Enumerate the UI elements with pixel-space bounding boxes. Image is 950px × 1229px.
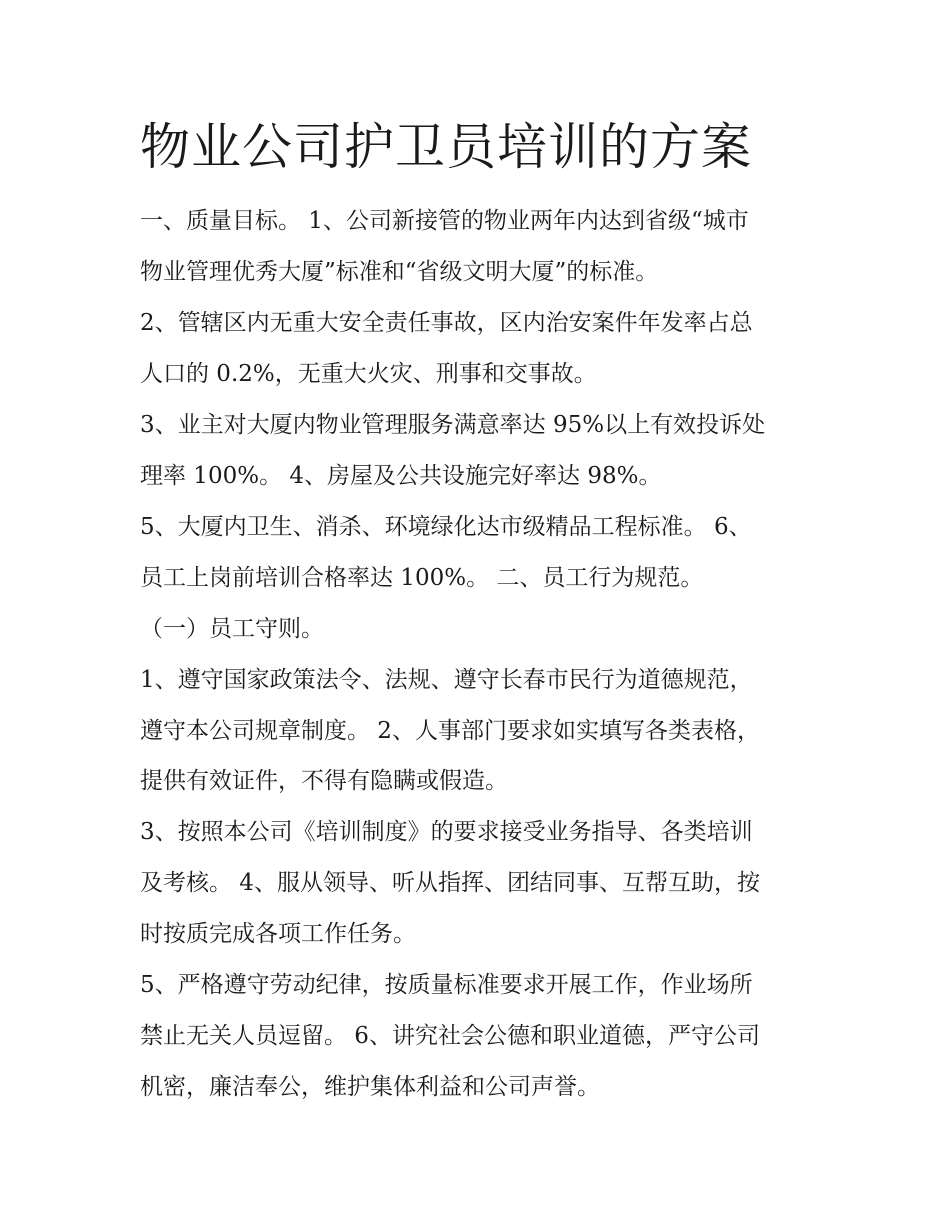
body-line: 人口的 0.2%，无重大火灾、刑事和交事故。 [140,361,597,387]
body-line: 机密，廉洁奉公，维护集体利益和公司声誉。 [140,1074,600,1100]
body-line: 遵守本公司规章制度。 2、人事部门要求如实填写各类表格， [140,718,760,744]
page-title: 物业公司护卫员培训的方案 [140,118,752,176]
body-line: 3、按照本公司《培训制度》的要求接受业务指导、各类培训 [140,819,753,845]
body-line: 2、管辖区内无重大安全责任事故，区内治安案件年发率占总 [140,310,753,336]
body-line: 5、严格遵守劳动纪律，按质量标准要求开展工作，作业场所 [140,972,753,998]
body-line: 一、质量目标。 1、公司新接管的物业两年内达到省级“城市 [140,208,749,234]
body-line: 物业管理优秀大厦”标准和“省级文明大厦”的标准。 [140,259,659,285]
section-heading: （一）员工守则。 [140,616,324,642]
body-line: 员工上岗前培训合格率达 100%。 二、员工行为规范。 [140,565,704,591]
body-line: 5、大厦内卫生、消杀、环境绿化达市级精品工程标准。 6、 [140,514,752,540]
body-line: 1、遵守国家政策法令、法规、遵守长春市民行为道德规范， [140,667,753,693]
body-line: 3、业主对大厦内物业管理服务满意率达 95%以上有效投诉处 [140,412,766,438]
body-line: 理率 100%。 4、房屋及公共设施完好率达 98%。 [140,463,662,489]
body-line: 禁止无关人员逗留。 6、讲究社会公德和职业道德，严守公司 [140,1023,760,1049]
body-line: 及考核。 4、服从领导、听从指挥、团结同事、互帮互助，按 [140,870,760,896]
body-line: 时按质完成各项工作任务。 [140,921,416,947]
body-line: 提供有效证件，不得有隐瞒或假造。 [140,768,508,794]
